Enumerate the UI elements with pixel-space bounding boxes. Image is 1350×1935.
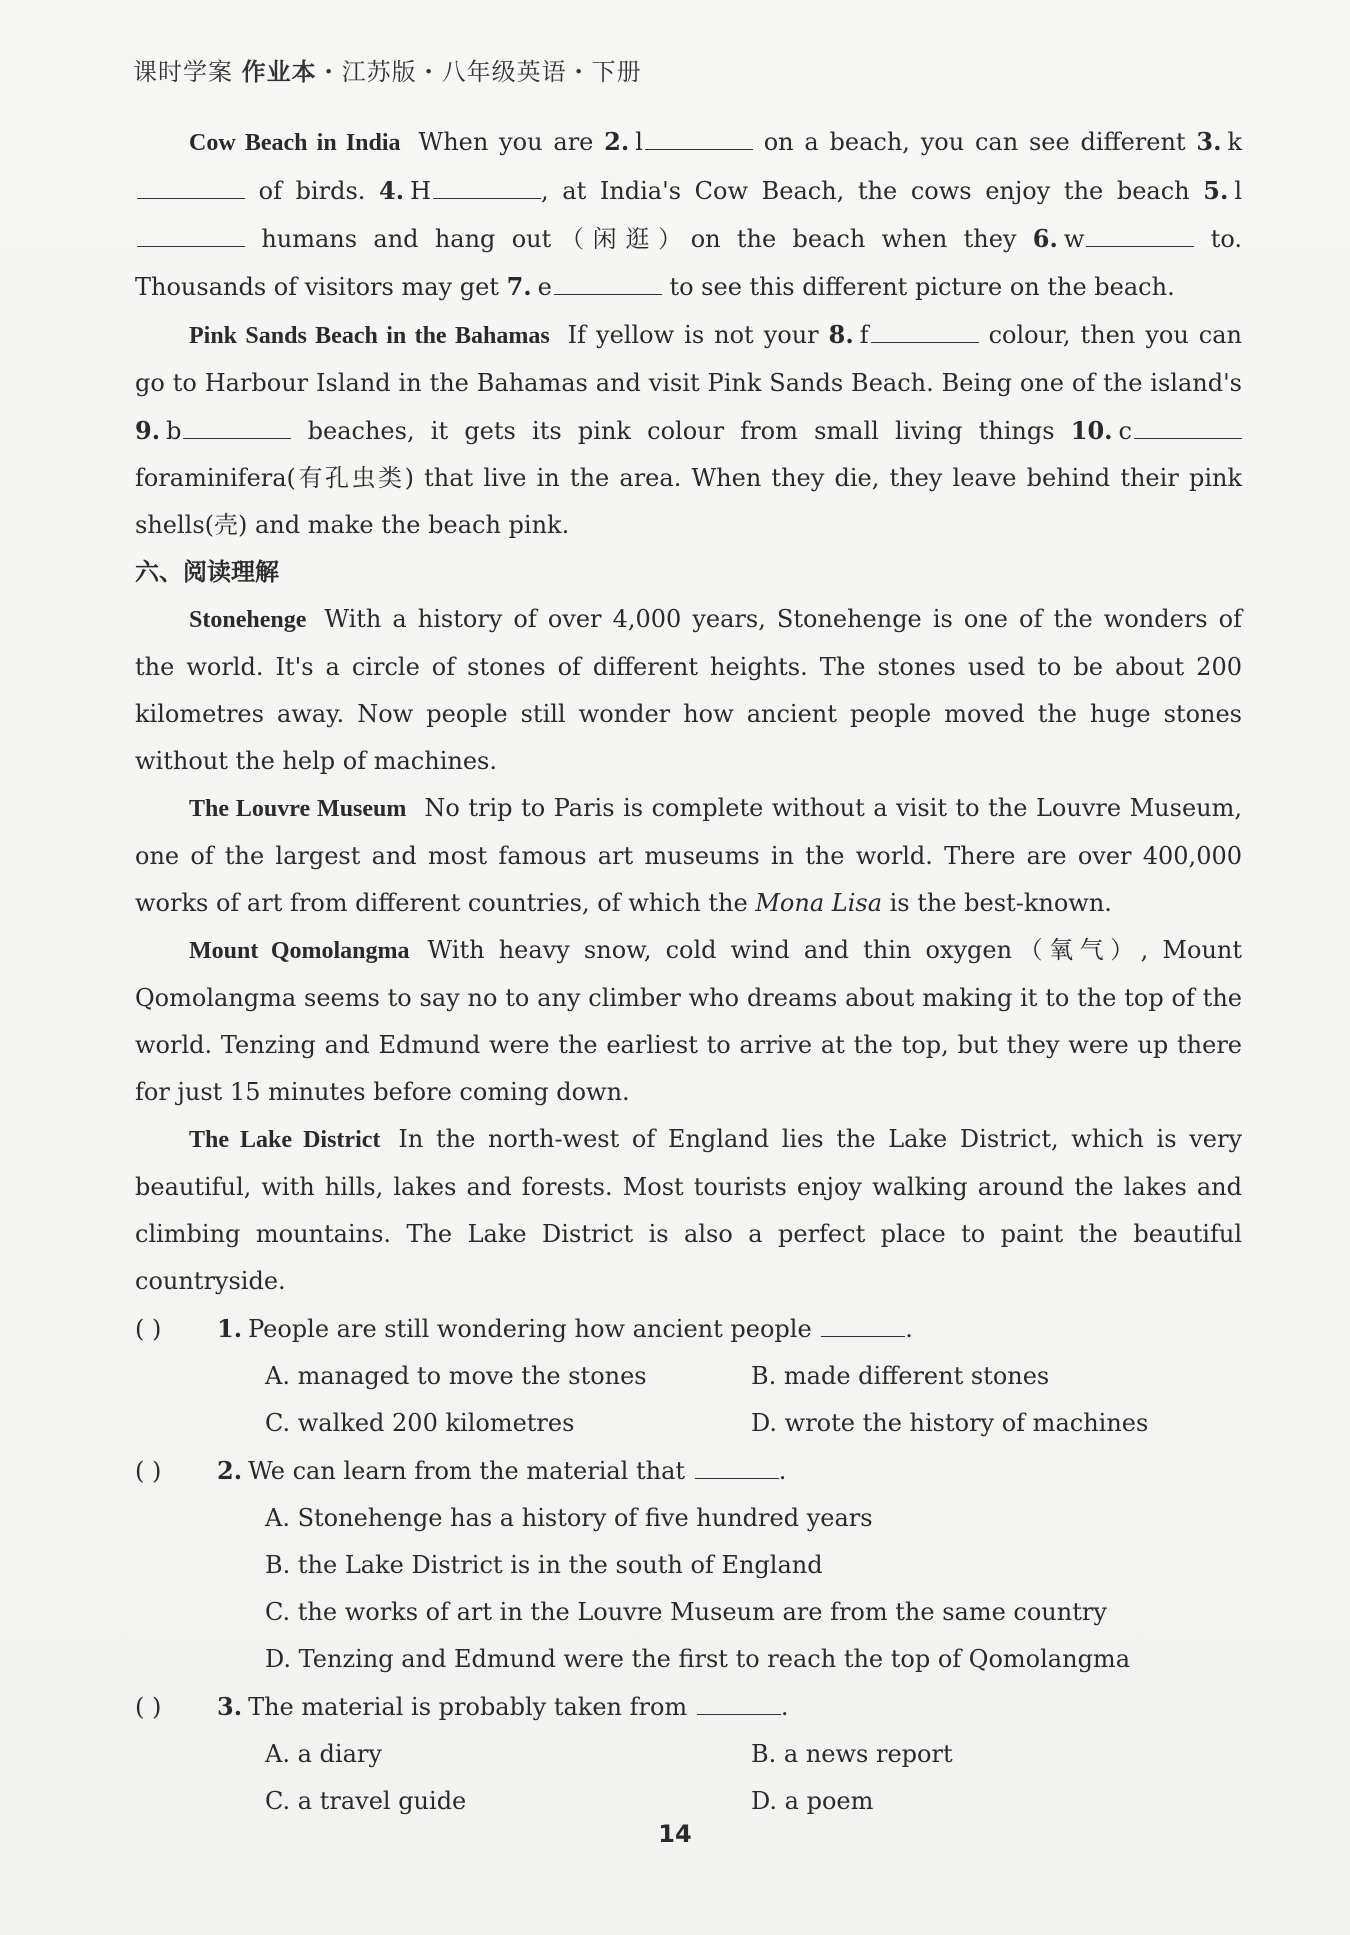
paragraph-text: With heavy snow, cold wind and thin oxygen（氧气）, Mount Qomolangma seems to say no to any climber who dreams about making it to the top of the world. Tenzing and Edmund were the earliest to arrive at the top, but they were up there for just 15 minutes before coming down. <box>135 936 1243 1106</box>
option-d[interactable]: D. Tenzing and Edmund were the first to reach the top of Qomolangma <box>265 1645 1130 1673</box>
page-header <box>133 52 642 87</box>
paragraph-title: Stonehenge <box>189 607 307 633</box>
artwork-title: Mona Lisa <box>755 889 882 917</box>
answer-blank-9[interactable] <box>183 412 291 439</box>
reading-paragraph-stonehenge <box>135 596 1242 785</box>
question-blank <box>697 1688 781 1715</box>
fill-paragraph-cow-beach: Cow Beach in India When you are 2. l on a beach, you can see different 3. k of birds. 4. H , at India's Cow Beach, the cows enjoy the beach 5. l humans and hang out（闲逛）on the beach when they 6. w to. Thousands of visitors may get 7. e to see this different picture on the beach. <box>135 118 1242 311</box>
paragraph-title: Pink Sands Beach in the Bahamas <box>189 323 550 349</box>
question-3: ( ) 3. The material is probably taken from . A. a diary B. a news report C. a travel guide D. a poem <box>135 1683 1242 1825</box>
option-a[interactable]: A. managed to move the stones <box>265 1362 647 1390</box>
option-b[interactable]: B. the Lake District is in the south of England <box>265 1551 823 1579</box>
paragraph-text: With a history of over 4,000 years, Stonehenge is one of the wonders of the world. It's a circle of stones of different heights. The stones used to be about 200 kilometres away. Now people still wonder how ancient people moved the huge stones without the help of machines. <box>135 605 1242 775</box>
option-d[interactable]: D. wrote the history of machines <box>751 1409 1149 1437</box>
option-b[interactable]: B. made different stones <box>751 1362 1050 1390</box>
question-stem: We can learn from the material that <box>248 1457 686 1485</box>
fill-paragraph-pink-sands: Pink Sands Beach in the Bahamas If yellow is not your 8. f colour, then you can go to Harbour Island in the Bahamas and visit Pink Sands Beach. Being one of the island's 9. b beaches, it gets its pink colour from small living things 10. c foraminifera(有孔虫类) that live in the area. When they die, they leave behind their pink shells(壳) and make the beach pink. <box>135 311 1242 549</box>
option-b[interactable]: B. a news report <box>751 1740 953 1768</box>
question-1: ( ) 1. People are still wondering how ancient people . A. managed to move the stones B. made different stones C. walked 200 kilometres D. wrote the history of machines <box>135 1305 1242 1447</box>
question-blank <box>695 1452 779 1479</box>
page-content <box>135 118 1242 1825</box>
paragraph-text: No trip to Paris is complete without a visit to the Louvre Museum, one of the largest and most famous art museums in the world. There are over 400,000 works of art from different countries, of which the <box>135 794 1242 917</box>
paragraph-text: In the north-west of England lies the Lake District, which is very beautiful, with hills, lakes and forests. Most tourists enjoy walking around the lakes and climbing mountains. The Lake District is also a perfect place to paint the beautiful countryside. <box>135 1125 1243 1295</box>
option-c[interactable]: C. the works of art in the Louvre Museum are from the same country <box>265 1598 1107 1626</box>
answer-blank-4[interactable] <box>433 172 541 199</box>
header-prefix: 课时学案 <box>133 58 242 86</box>
option-d[interactable]: D. a poem <box>751 1787 874 1815</box>
answer-blank-6[interactable] <box>1086 220 1194 247</box>
paragraph-title: The Lake District <box>189 1127 381 1153</box>
page-number: 14 <box>658 1820 692 1848</box>
reading-paragraph-qomolangma <box>135 927 1242 1116</box>
question-2: ( ) 2. We can learn from the material that . A. Stonehenge has a history of five hundred years B. the Lake District is in the south of England C. the works of art in the Louvre Museum are from the same country D. Tenzing and Edmund were the first to reach the top of Qomolangma <box>135 1447 1242 1683</box>
answer-blank-7[interactable] <box>554 268 662 295</box>
paragraph-title: The Louvre Museum <box>189 796 407 822</box>
option-a[interactable]: A. a diary <box>265 1740 382 1768</box>
header-brand: 作业本 <box>241 58 317 86</box>
header-suffix: ・江苏版・八年级英语・下册 <box>316 58 642 86</box>
answer-blank-2[interactable] <box>645 123 753 150</box>
option-a[interactable]: A. Stonehenge has a history of five hundred years <box>265 1504 873 1532</box>
answer-bracket-1[interactable]: ( ) <box>135 1315 162 1343</box>
paragraph-title: Cow Beach in India <box>189 130 401 156</box>
paragraph-title: Mount Qomolangma <box>189 938 410 964</box>
option-c[interactable]: C. walked 200 kilometres <box>265 1409 575 1437</box>
reading-paragraph-lake-district <box>135 1116 1242 1305</box>
answer-bracket-3[interactable]: ( ) <box>135 1693 162 1721</box>
question-blank <box>821 1310 905 1337</box>
answer-blank-8[interactable] <box>871 316 979 343</box>
section-heading: 六、阅读理解 <box>135 558 279 586</box>
question-stem: People are still wondering how ancient people <box>248 1315 812 1343</box>
answer-bracket-2[interactable]: ( ) <box>135 1457 162 1485</box>
reading-paragraph-louvre: The Louvre Museum No trip to Paris is complete without a visit to the Louvre Museum, one of the largest and most famous art museums in the world. There are over 400,000 works of art from different countries, of which the Mona Lisa is the best-known. <box>135 794 1242 917</box>
answer-blank-5[interactable] <box>137 220 245 247</box>
answer-blank-3[interactable] <box>137 172 245 199</box>
option-c[interactable]: C. a travel guide <box>265 1787 467 1815</box>
question-stem: The material is probably taken from <box>248 1693 688 1721</box>
answer-blank-10[interactable] <box>1134 412 1242 439</box>
